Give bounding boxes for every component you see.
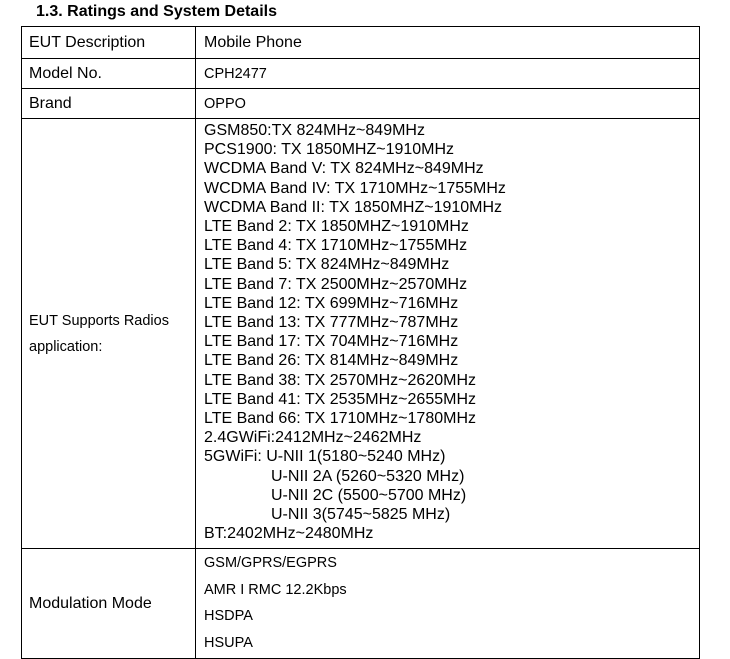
table-row — [22, 89, 700, 119]
radio-line: LTE Band 4: TX 1710MHz~1755MHz — [204, 237, 468, 255]
eut-description-value: Mobile Phone — [196, 27, 700, 59]
radio-line: LTE Band 38: TX 2570MHz~2620MHz — [204, 371, 476, 389]
eut-description-label: EUT Description — [22, 27, 196, 59]
section-heading: 1.3. Ratings and System Details — [36, 3, 277, 20]
radios-label-line-1: EUT Supports Radios — [29, 312, 169, 329]
modulation-list — [196, 549, 700, 659]
brand-label: Brand — [22, 89, 196, 119]
model-no-value: CPH2477 — [196, 59, 700, 89]
radios-label-line-2: application: — [29, 338, 103, 355]
radio-line: BT:2402MHz~2480MHz — [204, 525, 374, 543]
radios-label-cell — [22, 119, 196, 549]
radio-line: GSM850:TX 824MHz~849MHz — [204, 122, 425, 139]
modulation-line: AMR I RMC 12.2Kbps — [204, 581, 347, 598]
radio-line: LTE Band 5: TX 824MHz~849MHz — [204, 256, 450, 274]
radio-line: U-NII 2A (5260~5320 MHz) — [271, 467, 465, 485]
table-row — [22, 59, 700, 89]
brand-value: OPPO — [196, 89, 700, 119]
table-row — [22, 119, 700, 549]
modulation-line: HSUPA — [204, 634, 253, 651]
radio-line: LTE Band 12: TX 699MHz~716MHz — [204, 294, 459, 312]
radio-line: U-NII 2C (5500~5700 MHz) — [271, 486, 467, 504]
modulation-line: GSM/GPRS/EGPRS — [204, 555, 337, 572]
radio-line: 5GWiFi: U-NII 1(5180~5240 MHz) — [204, 448, 446, 466]
table-row — [22, 549, 700, 659]
radio-line: U-NII 3(5745~5825 MHz) — [271, 506, 451, 524]
ratings-table — [21, 26, 700, 659]
radio-line: LTE Band 2: TX 1850MHZ~1910MHz — [204, 218, 469, 236]
modulation-line: HSDPA — [204, 608, 253, 625]
radio-line: PCS1900: TX 1850MHZ~1910MHz — [204, 141, 455, 159]
radio-line: LTE Band 13: TX 777MHz~787MHz — [204, 314, 459, 332]
modulation-mode-label: Modulation Mode — [22, 549, 196, 659]
radio-line: WCDMA Band V: TX 824MHz~849MHz — [204, 160, 484, 178]
radio-line: WCDMA Band IV: TX 1710MHz~1755MHz — [204, 179, 506, 197]
radio-line: WCDMA Band II: TX 1850MHZ~1910MHz — [204, 198, 503, 216]
radio-line: LTE Band 66: TX 1710MHz~1780MHz — [204, 410, 476, 428]
radio-line: LTE Band 17: TX 704MHz~716MHz — [204, 333, 459, 351]
radios-list — [196, 119, 700, 549]
radio-line: LTE Band 41: TX 2535MHz~2655MHz — [204, 390, 476, 408]
radio-line: 2.4GWiFi:2412MHz~2462MHz — [204, 429, 422, 447]
radio-line: LTE Band 26: TX 814MHz~849MHz — [204, 352, 459, 370]
radio-line: LTE Band 7: TX 2500MHz~2570MHz — [204, 275, 468, 293]
table-row — [22, 27, 700, 59]
model-no-label: Model No. — [22, 59, 196, 89]
